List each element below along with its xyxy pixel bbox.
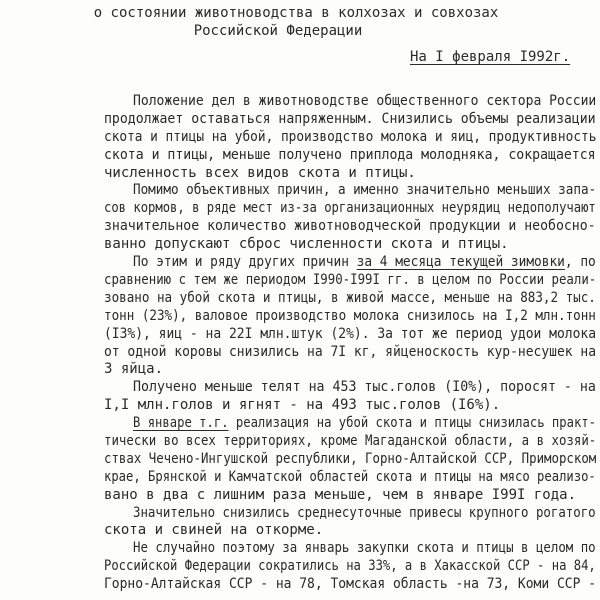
document-title-line-1: о состоянии животноводства в колхозах и совхозах: [93, 5, 499, 21]
text-line: тонн (23%), валовое производство молока снизилось на I,2 млн.тонн: [104, 307, 596, 324]
text-segment: По этим и ряду других причин: [133, 254, 357, 271]
text-line: ствах Чечено-Ингушской республики, Горно-Алтайской ССР, Приморском: [104, 450, 597, 467]
text-line: сов кормов, в ряде мест из-за организационных неурядиц недополучают: [104, 200, 596, 217]
text-line: скота и птицы, меньше получено приплода молодняка, сокращается: [104, 146, 596, 163]
text-line: Российской Федерации сократились на 33%, а в Хакасской ССР - на 84,: [104, 558, 596, 575]
document-title-line-2: Российской Федерации: [193, 23, 363, 39]
text-line: Помимо объективных причин, а именно значительно меньших запа-: [133, 182, 597, 199]
text-line: I,I млн.голов и ягнят - на 493 тыс.голов (I6%).: [104, 397, 501, 414]
text-line: продолжает оставаться напряженным. Снизились объемы реализации: [104, 110, 596, 127]
text-segment: реализация на убой скота и птицы снизилась практ-: [228, 415, 596, 432]
text-line: от одной коровы снизились на 7I кг, яйценоскость кур-несушек на: [104, 343, 597, 360]
text-line: Не случайно поэтому за январь закупки скота и птицы в целом по: [133, 540, 596, 557]
text-line: значительное количество животноводческой продукции и необосно-: [104, 218, 596, 235]
text-line: сравнению с тем же периодом I990-I99I гг. в целом по России реали-: [104, 271, 597, 288]
text-line: 3 яйца.: [104, 361, 164, 378]
text-line: численность всех видов скота и птицы.: [104, 164, 416, 181]
text-line: зовано на убой скота и птицы, в живой массе, меньше на 883,2 тыс.: [104, 289, 596, 306]
text-line: вано в два с лишним раза меньше, чем в январе I99I года.: [104, 486, 577, 503]
text-line: [133, 415, 596, 433]
text-line: скота и птицы на убой, производство молока и яиц, продуктивность: [104, 128, 597, 145]
text-line: Получено меньше телят на 453 тыс.голов (I0%), поросят - на: [133, 379, 596, 396]
text-line: [133, 254, 596, 272]
text-line: Значительно снизились среднесуточные привесы крупного рогатого: [133, 504, 596, 521]
underlined-phrase: В январе т.г.: [133, 415, 229, 432]
underlined-phrase: за 4 месяца текущей зимовки: [356, 254, 565, 271]
text-line: ванно допускают сброс численности скота и птицы.: [104, 236, 509, 253]
text-line: Горно-Алтайская ССР - на 78, Томская область -на 73, Коми ССР -: [104, 576, 597, 593]
document-date: На I февраля I992г.: [410, 49, 571, 65]
text-line: Положение дел в животноводстве общественного сектора России: [133, 93, 597, 109]
text-line: скота и свиней на откорме.: [104, 522, 324, 539]
text-segment: , по: [564, 254, 596, 271]
text-line: тически во всех территориях, кроме Магаданской области, а в хозяй-: [104, 432, 597, 449]
text-line: (I3%), яиц - на 22I млн.штук (2%). За тот же период удои молока: [104, 325, 597, 342]
text-line: крае, Брянской и Камчатской областей скота и птицы на мясо реализо-: [104, 468, 596, 485]
